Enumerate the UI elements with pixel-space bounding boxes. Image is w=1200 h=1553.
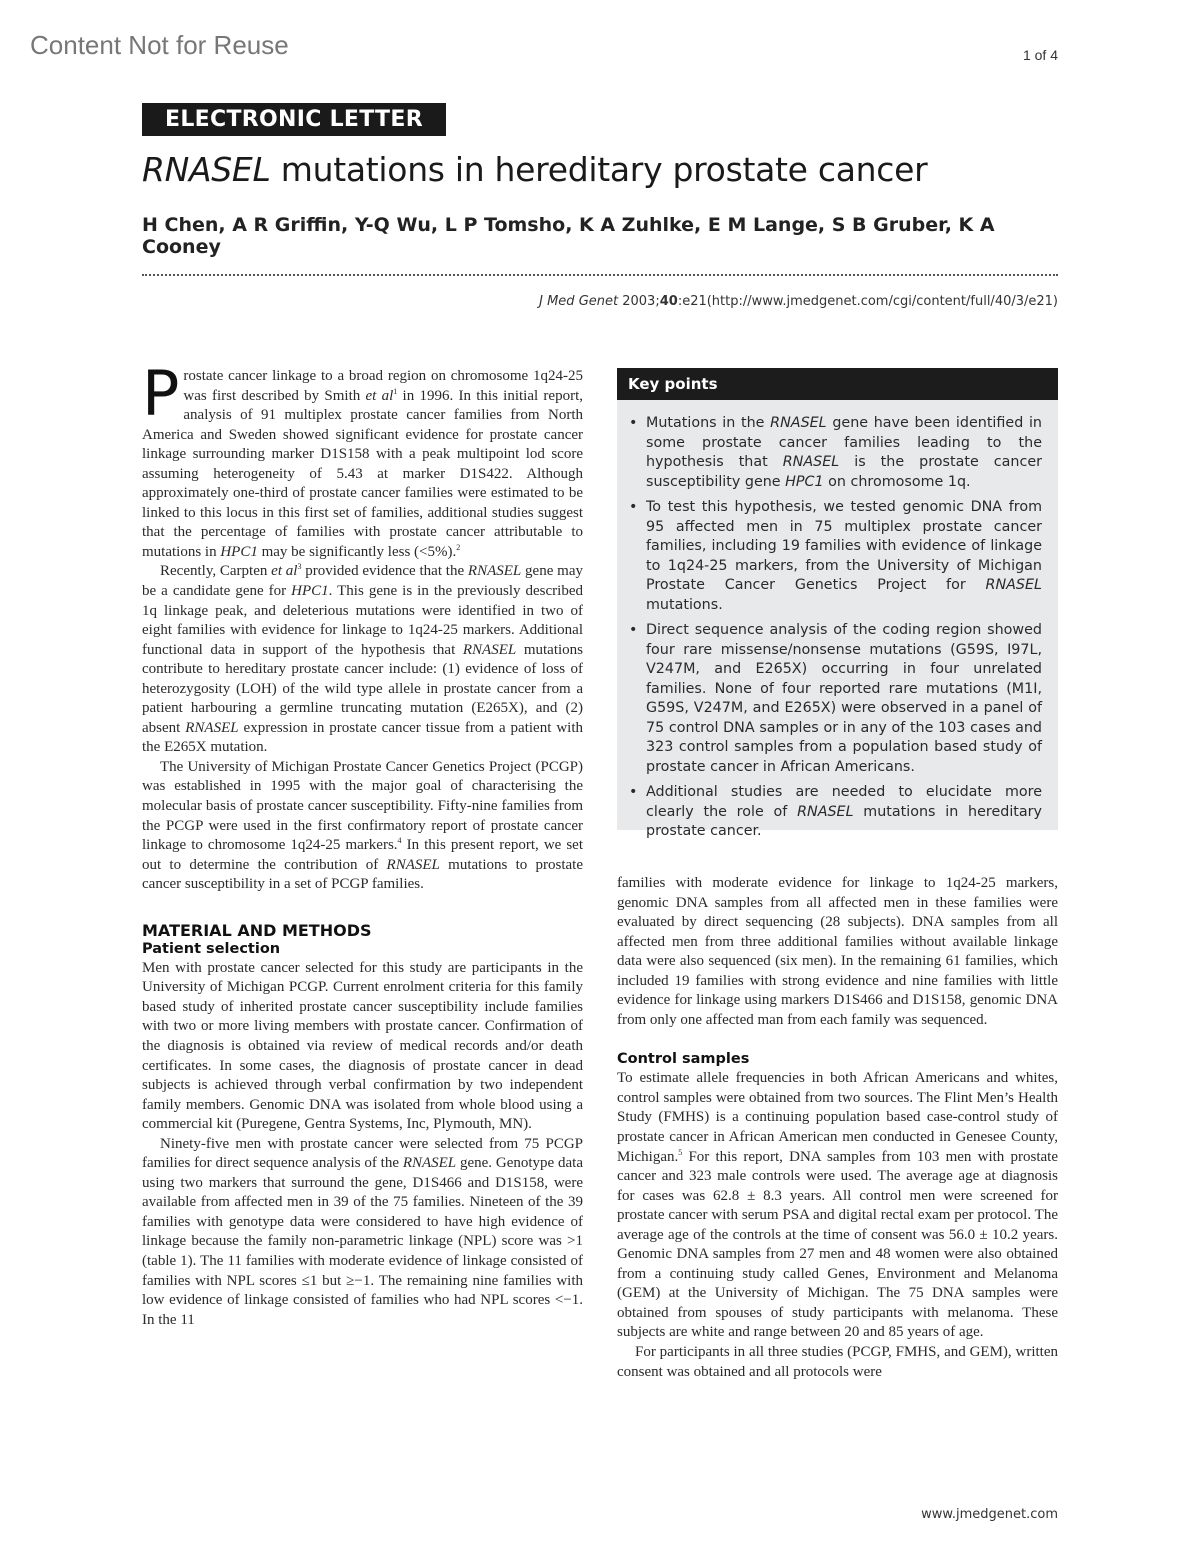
paragraph: rostate cancer linkage to a broad region on chromosome 1q24-25 was first described by Smith et $al^1$ in 1996. In this initial report, analysis of 91 multiplex prostate cancer families from North America and Sweden showed significant evidence for prostate cancer linkage surrounding marker D1S158 with a peak multipoint lod score assuming heterogeneity of 5.43 at marker D1S422. Although approximately one-third of prostate cancer families were estimated to be linked to this locus in this first set of families, additional studies suggest that the percentage of families with prostate cancer attributable to mutations in HPC1 may be significantly less (<5%).$^2$ [142, 368, 583, 560]
italic-term: RNASEL [797, 803, 854, 820]
controls-text [617, 1069, 1058, 1382]
paragraph: families with moderate evidence for linkage to 1q24-25 markers, genomic DNA samples from all affected men in these families were evaluated by direct sequencing (28 subjects). DNA samples from all affected men from three additional families without available linkage data were also sequenced (six men). In the remaining 61 families, which included 19 families with strong evidence and nine families with little evidence for linkage using markers D1S466 and D1S158, genomic DNA from only one affected man from each family was sequenced. [617, 875, 1058, 1028]
subsection-heading: Control samples [617, 1051, 750, 1068]
bullet-icon: • [629, 499, 638, 515]
citation-volume: 40 [659, 294, 678, 309]
italic-term: RNASEL [386, 856, 440, 873]
drop-cap: P [142, 357, 180, 430]
section-heading: MATERIAL AND METHODS [142, 920, 372, 940]
key-point-item: • Additional studies are needed to elucidate more clearly the role of RNASEL mutations in hereditary prostate cancer. [629, 784, 1043, 839]
continuation-text [617, 874, 1058, 1030]
key-point-item: • Direct sequence analysis of the coding region showed four rare missense/nonsense mutations (G59S, I97L, V247M, and E265X) occurring in four unrelated families. None of four reported rare mutations (M1I, G59S, V247M, and E265X) were observed in a panel of 75 control DNA samples or in any of the 103 cases and 323 control samples from a population based study of prostate cancer in African Americans. [629, 622, 1042, 775]
key-points-heading: Key points [617, 368, 1058, 400]
reference-marker[interactable]: 1 [393, 386, 398, 396]
bullet-icon: • [629, 415, 638, 431]
dotted-divider [142, 274, 1058, 276]
citation-year: 2003; [618, 294, 660, 309]
italic-term: RNASEL [467, 563, 522, 580]
italic-term: HPC1 [220, 543, 258, 560]
italic-term: RNASEL [782, 454, 840, 470]
title-rest: mutations in hereditary prostate cancer [270, 150, 928, 189]
italic-term: RNASEL [402, 1155, 457, 1172]
italic-term: HPC1 [785, 473, 824, 490]
italic-term: RNASEL [985, 577, 1042, 593]
footer-url[interactable]: www.jmedgenet.com [921, 1507, 1058, 1522]
right-column [617, 874, 1058, 1382]
italic-term: et al [271, 563, 298, 580]
bullet-icon: • [629, 622, 638, 638]
citation-link[interactable]: :e21(http://www.jmedgenet.com/cgi/content/full/40/3/e21) [677, 294, 1058, 309]
intro-text [142, 357, 584, 895]
paragraph: Ninety-five men with prostate cancer were selected from 75 PCGP families for direct sequence analysis of the RNASEL gene. Genotype data using two markers that surround the gene, D1S466 and D1S158, were available from affected men in 39 of the 75 families. Nineteen of the 39 families with genotype data were considered to have high evidence of linkage because the family non-parametric linkage (NPL) score was >1 (table 1). The 11 families with moderate evidence of linkage consisted of families with NPL scores ≤1 but ≥−1. The remaining nine families with low evidence of linkage consisted of families who had NPL scores <−1. In the 11 [142, 1135, 583, 1328]
key-points-list [629, 414, 1042, 842]
author-list: H Chen, A R Griffin, Y-Q Wu, L P Tomsho, K A Zuhlke, E M Lange, S B Gruber, K A Cooney [142, 214, 995, 258]
italic-term: et al [365, 387, 394, 404]
key-points-box [617, 368, 1058, 839]
paragraph: The University of Michigan Prostate Cancer Genetics Project (PCGP) was established in 1995 with the major goal of characterising the molecular basis of prostate cancer susceptibility. Fifty-nine families from the PCGP were used in the first confirmatory report of prostate cancer linkage to chromosome 1q24-25 markers.$^4$ In this present report, we set out to determine the contribution of RNASEL mutations to prostate cancer susceptibility in a set of PCGP families. [142, 758, 584, 893]
citation [539, 294, 1058, 309]
left-column [142, 357, 584, 1330]
paragraph: To estimate allele frequencies in both African Americans and whites, control samples were obtained from two sources. The Flint Men’s Health Study (FMHS) is a continuing population based case-control study of prostate cancer in African American men conducted in Genesee County, Michigan.$^5$ For this report, DNA samples from 103 men with prostate cancer and 323 male controls were used. The average age at diagnosis for cases was 62.8 ± 8.3 years. All control men were screened for prostate cancer with serum PSA and digital rectal exam per protocol. The average age of the controls at the time of consent was 56.0 ± 10.2 years. Genomic DNA samples from 27 men and 48 women were also obtained from a continuing study called Genes, Environment and Melanoma (GEM) at the University of Michigan. The 75 DNA samples were obtained from spouses of study participants with melanoma. These subjects are white and range between 20 and 85 years of age. [617, 1070, 1058, 1341]
article-title [142, 150, 927, 189]
reference-marker[interactable]: 3 [297, 562, 302, 572]
reference-marker[interactable]: 4 [397, 836, 402, 846]
paragraph: For participants in all three studies (PCGP, FMHS, and GEM), written consent was obtained and all protocols were [617, 1344, 1058, 1380]
page-number: 1 of 4 [1022, 47, 1058, 63]
article-type-label: ELECTRONIC LETTER [142, 103, 446, 136]
title-gene: RNASEL [142, 150, 271, 189]
reference-marker[interactable]: 5 [678, 1147, 683, 1157]
key-point-item: • To test this hypothesis, we tested genomic DNA from 95 affected men in 75 multiplex prostate cancer families, including 19 families with evidence of linkage to 1q24-25 markers, from the University of Michigan Prostate Cancer Genetics Project for RNASEL mutations. [629, 499, 1042, 613]
reference-marker[interactable]: 2 [456, 542, 461, 552]
subsection-heading: Patient selection [142, 940, 281, 957]
methods-text [142, 959, 583, 1330]
key-point-item: • Mutations in the RNASEL gene have been identified in some prostate cancer families leading to the hypothesis that RNASEL is the prostate cancer susceptibility gene HPC1 on chromosome 1q. [629, 415, 1042, 490]
italic-term: HPC1 [291, 583, 329, 600]
citation-journal: J Med Genet [539, 294, 619, 309]
bullet-icon: • [629, 784, 638, 800]
paragraph: Recently, Carpten et $al^3$ provided evidence that the RNASEL gene may be a candidate gene for HPC1. This gene is in the previously described 1q linkage peak, and deleterious mutations were identified in two of eight families with evidence for linkage to 1q24-25 markers. Additional functional data in support of the hypothesis that RNASEL mutations contribute to hereditary prostate cancer include: (1) evidence of loss of heterozygosity (LOH) of the wild type allele in prostate cancer from a patient harbouring a germline truncating mutation (E265X), and (2) absent RNASEL expression in prostate cancer tissue from a patient with the E265X mutation. [142, 562, 583, 756]
italic-term: RNASEL [462, 641, 517, 658]
italic-term: RNASEL [185, 719, 239, 736]
italic-term: RNASEL [770, 415, 827, 431]
watermark: Content Not for Reuse [30, 30, 289, 60]
paragraph: Men with prostate cancer selected for this study are participants in the University of Michigan PCGP. Current enrolment criteria for this family based study of inherited prostate cancer susceptibility include families with two or more living members with prostate cancer. Confirmation of the diagnosis is obtained via review of medical records and/or death certificates. In some cases, the diagnosis of prostate cancer in dead subjects is achieved through verbal confirmation by two independent family members. Genomic DNA was isolated from whole blood using a commercial kit (Puregene, Gentra Systems, Inc, Plymouth, MN). [142, 959, 583, 1133]
